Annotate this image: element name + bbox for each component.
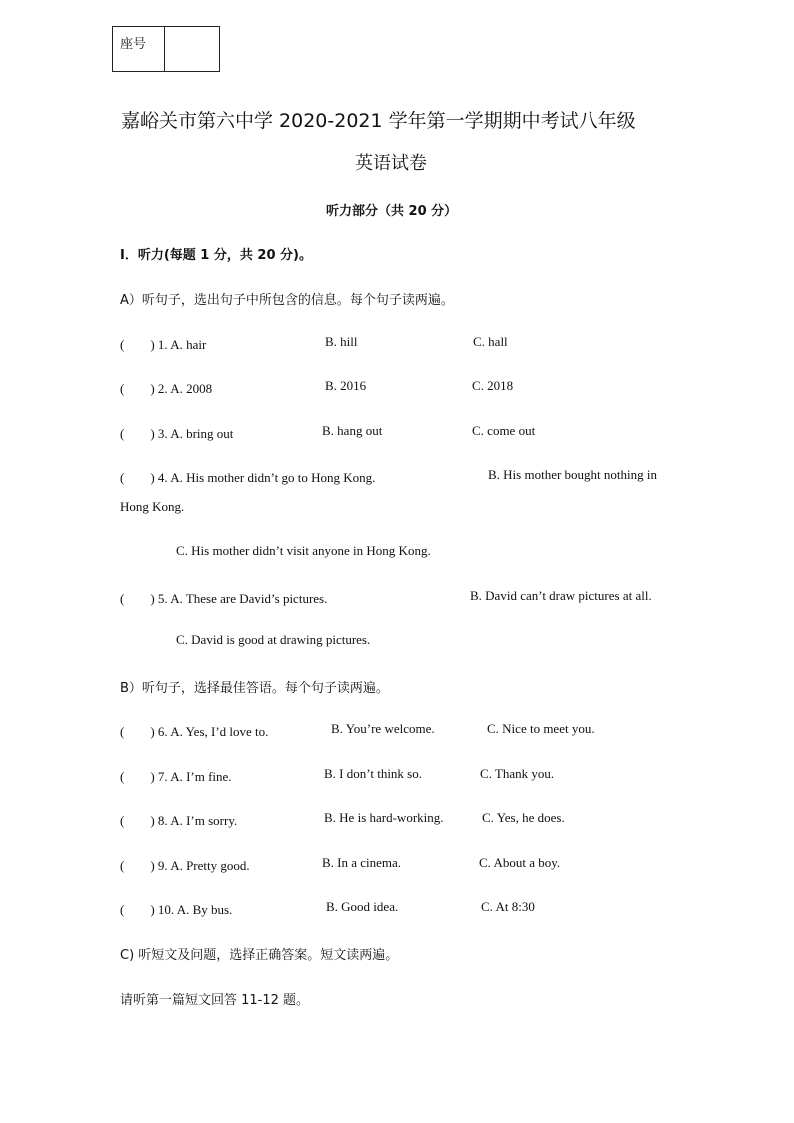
question-10-a: ( ) 10. A. By bus.	[120, 902, 233, 917]
question-4-a: ( ) 4. A. His mother didn’t go to Hong Kong.	[120, 470, 376, 485]
seat-label: 座号	[113, 27, 165, 71]
question-10-b: B. Good idea.	[326, 899, 399, 914]
question-5-b: B. David can’t draw pictures at all.	[470, 588, 652, 603]
passage-note: 请听第一篇短文回答 11-12 题。	[120, 993, 310, 1008]
question-7-b: B. I don’t think so.	[324, 766, 422, 781]
question-1-a: ( ) 1. A. hair	[120, 337, 207, 352]
section-b-instructions: B）听句子，选择最佳答语。每个句子读两遍。	[120, 681, 389, 696]
question-7-a: ( ) 7. A. I’m fine.	[120, 769, 232, 784]
question-8-b: B. He is hard-working.	[324, 810, 444, 825]
question-5-c: C. David is good at drawing pictures.	[176, 632, 371, 647]
exam-title: 嘉峪关市第六中学 2020-2021 学年第一学期期中考试八年级	[121, 110, 636, 132]
question-3-c: C. come out	[472, 423, 536, 438]
section-a-instructions: A）听句子，选出句子中所包含的信息。每个句子读两遍。	[120, 293, 454, 308]
question-6-b: B. You’re welcome.	[331, 721, 435, 736]
question-8-a: ( ) 8. A. I’m sorry.	[120, 813, 238, 828]
question-3-a: ( ) 3. A. bring out	[120, 426, 234, 441]
exam-subtitle: 英语试卷	[355, 153, 427, 174]
question-4-c: C. His mother didn’t visit anyone in Hong Kong.	[176, 543, 431, 558]
seat-value-cell[interactable]	[165, 27, 219, 71]
question-9-a: ( ) 9. A. Pretty good.	[120, 858, 250, 873]
question-4-b-continued: Hong Kong.	[120, 499, 185, 514]
question-6-a: ( ) 6. A. Yes, I’d love to.	[120, 724, 269, 739]
question-2-b: B. 2016	[325, 378, 367, 393]
section-c-instructions: C) 听短文及问题，选择正确答案。短文读两遍。	[120, 948, 399, 963]
question-3-b: B. hang out	[322, 423, 383, 438]
question-2-c: C. 2018	[472, 378, 514, 393]
seat-number-box	[112, 26, 220, 72]
question-10-c: C. At 8:30	[481, 899, 535, 914]
question-7-c: C. Thank you.	[480, 766, 555, 781]
question-9-b: B. In a cinema.	[322, 855, 402, 870]
question-5-a: ( ) 5. A. These are David’s pictures.	[120, 591, 328, 606]
question-9-c: C. About a boy.	[479, 855, 561, 870]
question-4-b: B. His mother bought nothing in	[488, 467, 657, 482]
question-2-a: ( ) 2. A. 2008	[120, 381, 213, 396]
question-8-c: C. Yes, he does.	[482, 810, 565, 825]
question-6-c: C. Nice to meet you.	[487, 721, 595, 736]
part-heading: 听力部分（共 20 分）	[326, 204, 458, 219]
question-1-c: C. hall	[473, 334, 508, 349]
question-1-b: B. hill	[325, 334, 358, 349]
section-heading-listening: I．听力(每题 1 分，共 20 分)。	[120, 248, 312, 263]
